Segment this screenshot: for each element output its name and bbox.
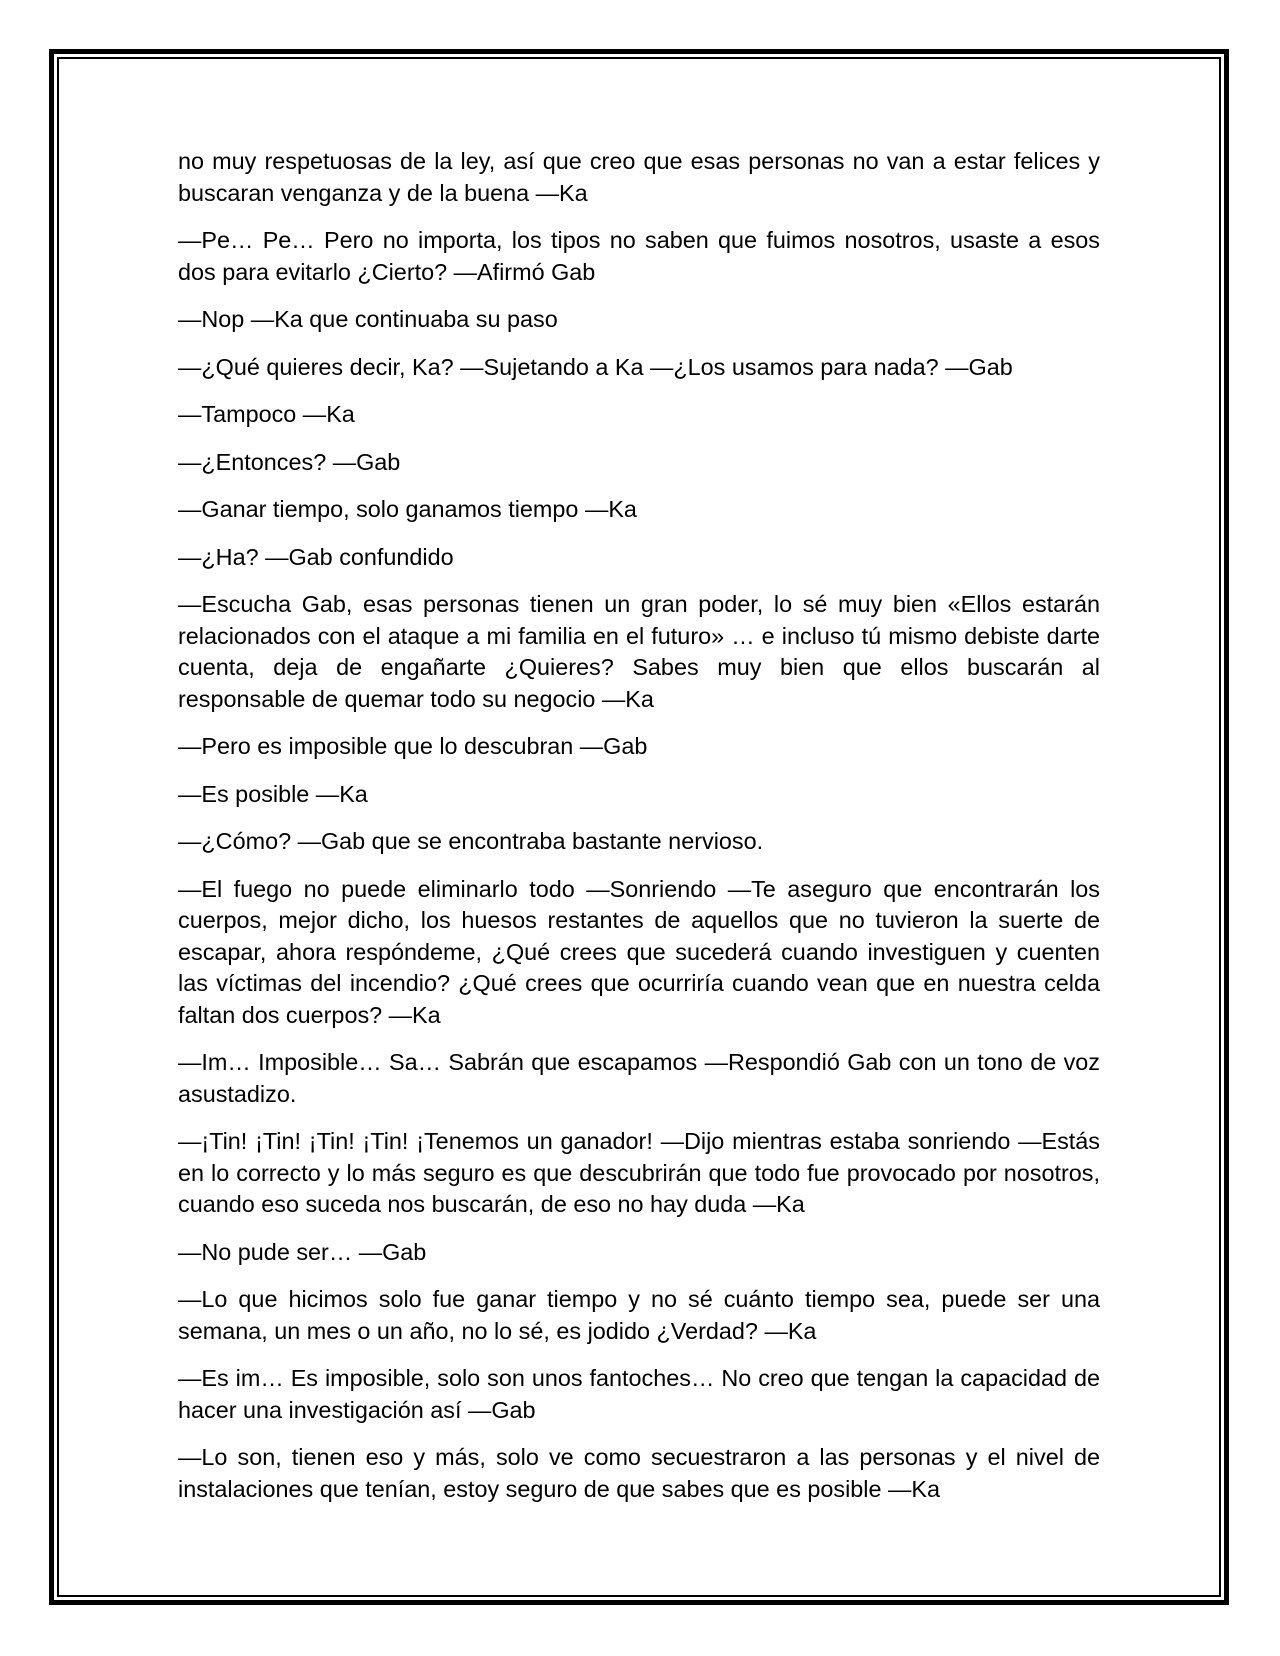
document-body xyxy=(178,146,1100,1521)
paragraph: —No pude ser… —Gab xyxy=(178,1238,427,1265)
paragraph: —¿Ha? —Gab confundido xyxy=(178,543,454,570)
paragraph: —¡Tin! ¡Tin! ¡Tin! ¡Tin! ¡Tenemos un ganador! —Dijo mientras estaba sonriendo —Estás en lo correcto y lo más seguro es que descubrirán que todo fue provocado por nosotros, cuando eso suceda nos buscarán, de eso no hay duda —Ka xyxy=(178,1128,1100,1217)
paragraph: —Pe… Pe… Pero no importa, los tipos no saben que fuimos nosotros, usaste a esos dos para evitarlo ¿Cierto? —Afirmó Gab xyxy=(178,227,1100,285)
paragraph: —Pero es imposible que lo descubran —Gab xyxy=(178,733,648,759)
paragraph: —Nop —Ka que continuaba su paso xyxy=(178,306,558,332)
paragraph: —¿Qué quieres decir, Ka? —Sujetando a Ka —¿Los usamos para nada? —Gab xyxy=(178,353,1013,380)
paragraph: —Es posible —Ka xyxy=(178,780,368,807)
paragraph: —Ganar tiempo, solo ganamos tiempo —Ka xyxy=(178,496,637,522)
paragraph: —Im… Imposible… Sa… Sabrán que escapamos —Respondió Gab con un tono de voz asustadizo. xyxy=(178,1049,1100,1107)
paragraph: no muy respetuosas de la ley, así que creo que esas personas no van a estar felices y buscaran venganza y de la buena —Ka xyxy=(178,148,1100,206)
paragraph: —Tampoco —Ka xyxy=(178,401,355,427)
paragraph: —Lo son, tienen eso y más, solo ve como secuestraron a las personas y el nivel de instalaciones que tenían, estoy seguro de que sabes que es posible —Ka xyxy=(178,1444,1100,1502)
paragraph: —Es im… Es imposible, solo son unos fantoches… No creo que tengan la capacidad de hacer una investigación así —Gab xyxy=(178,1365,1100,1423)
paragraph: —¿Cómo? —Gab que se encontraba bastante nervioso. xyxy=(178,828,764,854)
paragraph: —¿Entonces? —Gab xyxy=(178,448,401,475)
paragraph: —El fuego no puede eliminarlo todo —Sonriendo —Te aseguro que encontrarán los cuerpos, mejor dicho, los huesos restantes de aquellos que no tuvieron la suerte de escapar, ahora respóndeme, ¿Qué crees que sucederá cuando investiguen y cuenten las víctimas del incendio? ¿Qué crees que ocurriría cuando vean que en nuestra celda faltan dos cuerpos? —Ka xyxy=(178,875,1100,1028)
paragraph: —Lo que hicimos solo fue ganar tiempo y no sé cuánto tiempo sea, puede ser una semana, un mes o un año, no lo sé, es jodido ¿Verdad? —Ka xyxy=(178,1286,1100,1344)
paragraph: —Escucha Gab, esas personas tienen un gran poder, lo sé muy bien «Ellos estarán relacionados con el ataque a mi familia en el futuro» … e incluso tú mismo debiste darte cuenta, deja de engañarte ¿Quieres? Sabes muy bien que ellos buscarán al responsable de quemar todo su negocio —Ka xyxy=(178,591,1100,712)
